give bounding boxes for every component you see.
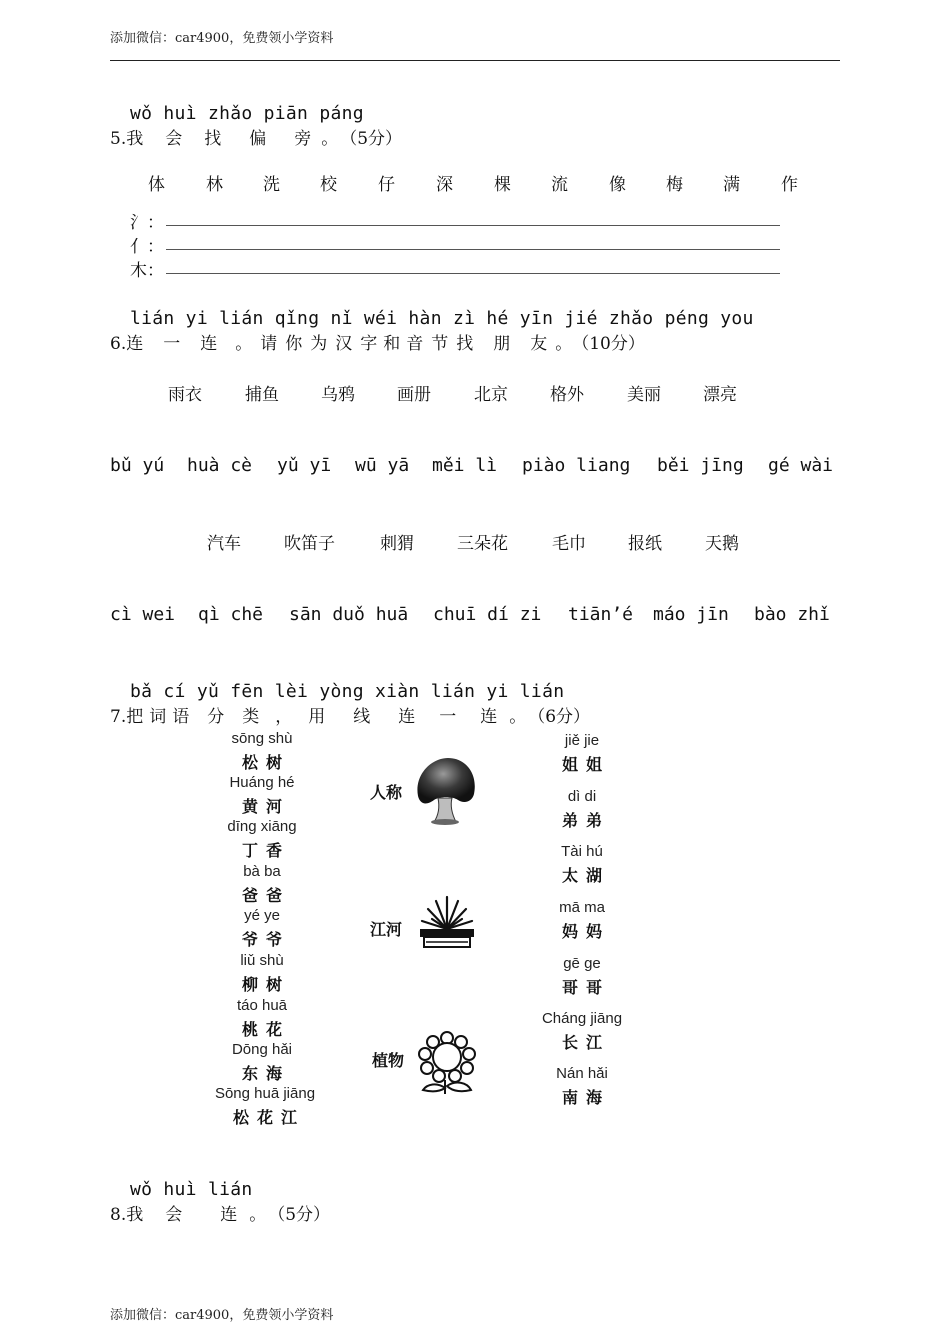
q8-title-char: 我 — [126, 1205, 144, 1225]
q5-answer-line[interactable] — [166, 273, 780, 274]
q6-pinyin[interactable]: piào liang — [522, 455, 631, 476]
q7-left-word[interactable]: 黄河 — [241, 797, 290, 816]
q6-pinyin[interactable]: měi lì — [432, 455, 498, 476]
q6-word[interactable]: 捕鱼 — [245, 385, 279, 405]
q7-right-pinyin: jiě jie — [564, 732, 600, 749]
q5-radical-label: 氵： — [130, 213, 164, 233]
q5-title-char: 偏 — [249, 129, 267, 149]
q6-pinyin[interactable]: cì wei — [110, 604, 176, 625]
q8-title-char: 连 — [220, 1205, 238, 1225]
q6-title-char: 音 — [406, 334, 424, 354]
q7-left-pinyin: yé ye — [244, 907, 280, 924]
q7-pinyin: bǎ cí yǔ fēn lèi yòng xiàn lián yi lián — [130, 681, 565, 702]
q7-left-pinyin: táo huā — [236, 997, 288, 1014]
q7-left-pinyin: dīng xiāng — [227, 818, 297, 835]
q6-pinyin[interactable]: bǔ yú — [110, 455, 165, 476]
q5-char: 作 — [781, 175, 798, 195]
q5-char: 仔 — [378, 175, 395, 195]
q5-char: 棵 — [494, 175, 511, 195]
q5-char: 梅 — [666, 175, 683, 195]
q5-answer-line[interactable] — [166, 249, 780, 250]
q6-pinyin: lián yi lián qǐng nǐ wéi hàn zì hé yīn jié zhǎo péng you — [130, 308, 754, 329]
q6-word[interactable]: 报纸 — [628, 534, 662, 554]
q5-title-char: 。 — [321, 129, 339, 149]
q7-right-pinyin: Cháng jiāng — [541, 1010, 623, 1027]
q6-pinyin[interactable]: tiān’é — [568, 604, 634, 625]
q6-pinyin[interactable]: bào zhǐ — [754, 604, 830, 625]
q7-right-word[interactable]: 姐姐 — [561, 755, 610, 774]
q6-number: 6. — [110, 334, 127, 354]
q6-word[interactable]: 三朵花 — [457, 534, 508, 554]
q7-right-word[interactable]: 妈妈 — [561, 922, 610, 941]
q6-word[interactable]: 北京 — [474, 385, 508, 405]
q5-answer-line[interactable] — [166, 225, 780, 226]
q6-pinyin[interactable]: máo jīn — [653, 604, 729, 625]
q6-title — [110, 329, 645, 354]
q6-word[interactable]: 格外 — [550, 385, 584, 405]
q7-title-char: 连 — [398, 707, 416, 727]
q7-score: （6分） — [528, 707, 591, 727]
q8-number: 8. — [110, 1205, 127, 1225]
q7-right-pinyin: Nán hǎi — [556, 1065, 608, 1082]
q7-title-char: ， — [275, 707, 293, 727]
mushroom-icon — [412, 752, 482, 827]
q5-char: 洗 — [263, 175, 280, 195]
q7-right-word[interactable]: 弟弟 — [561, 811, 610, 830]
q7-left-pinyin: sōng shù — [231, 730, 293, 747]
q8-title-char: 会 — [165, 1205, 183, 1225]
q7-title-char: 把 — [126, 707, 144, 727]
q6-word[interactable]: 毛巾 — [552, 534, 586, 554]
q6-title-char: 。 — [235, 334, 253, 354]
q7-title-char: 一 — [439, 707, 457, 727]
q6-title-char: 一 — [163, 334, 181, 354]
q6-pinyin[interactable]: wū yā — [355, 455, 410, 476]
q8-title-text — [126, 1205, 268, 1225]
q7-title-char: 线 — [353, 707, 371, 727]
q5-number: 5. — [110, 129, 127, 149]
q6-pinyin[interactable]: běi jīng — [657, 455, 744, 476]
page-footer: 添加微信：car4900，免费领小学资料 — [110, 1308, 334, 1323]
q6-score: （10分） — [572, 334, 645, 354]
q7-right-word[interactable]: 太湖 — [561, 866, 610, 885]
q5-char: 深 — [436, 175, 453, 195]
q7-title-text — [126, 707, 528, 727]
q7-right-word[interactable]: 哥哥 — [561, 978, 610, 997]
q6-title-char: 请 — [260, 334, 278, 354]
q6-word[interactable]: 漂亮 — [703, 385, 737, 405]
q6-word[interactable]: 美丽 — [627, 385, 661, 405]
q5-char: 流 — [551, 175, 568, 195]
q6-pinyin[interactable]: yǔ yī — [277, 455, 332, 476]
q5-radical-label: 亻： — [130, 237, 164, 257]
q5-title — [110, 124, 402, 149]
q5-char: 像 — [609, 175, 626, 195]
q7-title — [110, 702, 590, 727]
q6-title-char: 字 — [360, 334, 378, 354]
q6-title-char: 节 — [431, 334, 449, 354]
q5-char: 校 — [320, 175, 337, 195]
category-people: 人称 — [370, 783, 403, 802]
q6-word[interactable]: 汽车 — [207, 534, 241, 554]
q7-title-char: 词 — [149, 707, 167, 727]
q5-title-char: 找 — [204, 129, 222, 149]
q6-title-char: 连 — [200, 334, 218, 354]
q6-pinyin[interactable]: qì chē — [198, 604, 264, 625]
q7-left-pinyin: Dōng hǎi — [231, 1041, 293, 1058]
q6-word[interactable]: 画册 — [397, 385, 431, 405]
q7-title-char: 连 — [480, 707, 498, 727]
q5-char: 满 — [723, 175, 740, 195]
q5-pinyin: wǒ huì zhǎo piān páng — [130, 103, 364, 124]
q7-left-word[interactable]: 爷爷 — [241, 930, 290, 949]
q7-left-pinyin: liǔ shù — [240, 952, 284, 969]
q7-left-word[interactable]: 爸爸 — [241, 886, 290, 905]
q6-pinyin[interactable]: sān duǒ huā — [289, 604, 409, 625]
q5-score: （5分） — [340, 129, 403, 149]
q5-char: 体 — [148, 175, 165, 195]
page-header: 添加微信：car4900，免费领小学资料 — [110, 31, 334, 46]
q7-right-pinyin: dì di — [567, 788, 597, 805]
q7-right-word[interactable]: 长江 — [561, 1033, 610, 1052]
q5-title-char: 旁 — [294, 129, 312, 149]
q7-title-char: 。 — [509, 707, 527, 727]
q5-char: 林 — [206, 175, 223, 195]
q6-title-char: 连 — [126, 334, 144, 354]
q7-left-word[interactable]: 松树 — [241, 753, 290, 772]
q7-left-pinyin: Sōng huā jiāng — [214, 1085, 316, 1102]
q7-left-word[interactable]: 东海 — [241, 1064, 290, 1083]
q8-title — [110, 1200, 330, 1225]
q7-left-word[interactable]: 柳树 — [241, 975, 290, 994]
q6-word[interactable]: 吹笛子 — [284, 534, 335, 554]
category-plants: 植物 — [372, 1051, 405, 1070]
q6-title-char: 和 — [383, 334, 401, 354]
q6-word[interactable]: 乌鸦 — [321, 385, 355, 405]
q7-right-pinyin: gē ge — [563, 955, 601, 972]
q7-title-char: 分 — [207, 707, 225, 727]
q8-score: （5分） — [268, 1205, 331, 1225]
q7-title-char: 用 — [308, 707, 326, 727]
q7-right-word[interactable]: 南海 — [561, 1088, 610, 1107]
q5-title-char: 会 — [165, 129, 183, 149]
q6-word[interactable]: 刺猬 — [380, 534, 414, 554]
q7-left-word[interactable]: 桃花 — [241, 1020, 290, 1039]
q6-title-char: 为 — [310, 334, 328, 354]
q6-title-char: 你 — [285, 334, 303, 354]
q6-pinyin[interactable]: gé wài — [768, 455, 834, 476]
q7-title-char: 类 — [242, 707, 260, 727]
q5-title-text — [126, 129, 340, 149]
q8-pinyin: wǒ huì lián — [130, 1179, 253, 1200]
q7-left-word[interactable]: 丁香 — [241, 841, 290, 860]
q6-title-char: 友 — [530, 334, 548, 354]
q6-pinyin[interactable]: huà cè — [187, 455, 253, 476]
q6-title-text — [126, 334, 572, 354]
q7-left-pinyin: Huáng hé — [229, 774, 295, 791]
q5-radical-label: 木： — [130, 261, 164, 281]
q8-title-char: 。 — [249, 1205, 267, 1225]
category-rivers: 江河 — [370, 920, 403, 939]
q6-title-char: 朋 — [493, 334, 511, 354]
q6-title-char: 找 — [456, 334, 474, 354]
q6-word[interactable]: 天鹅 — [705, 534, 739, 554]
q7-right-pinyin: Tài hú — [561, 843, 603, 860]
q6-pinyin[interactable]: chuī dí zi — [433, 604, 542, 625]
q7-title-char: 语 — [172, 707, 190, 727]
q6-title-char: 。 — [555, 334, 573, 354]
potted-plant-icon — [416, 893, 478, 951]
q7-left-word[interactable]: 松花江 — [232, 1108, 305, 1127]
q6-title-char: 汉 — [335, 334, 353, 354]
q7-right-pinyin: mā ma — [559, 899, 605, 916]
q7-left-pinyin: bà ba — [243, 863, 281, 880]
sunflower-icon — [415, 1030, 479, 1096]
q7-number: 7. — [110, 707, 127, 727]
q6-word[interactable]: 雨衣 — [168, 385, 202, 405]
q5-title-char: 我 — [126, 129, 144, 149]
header-rule — [110, 60, 840, 61]
